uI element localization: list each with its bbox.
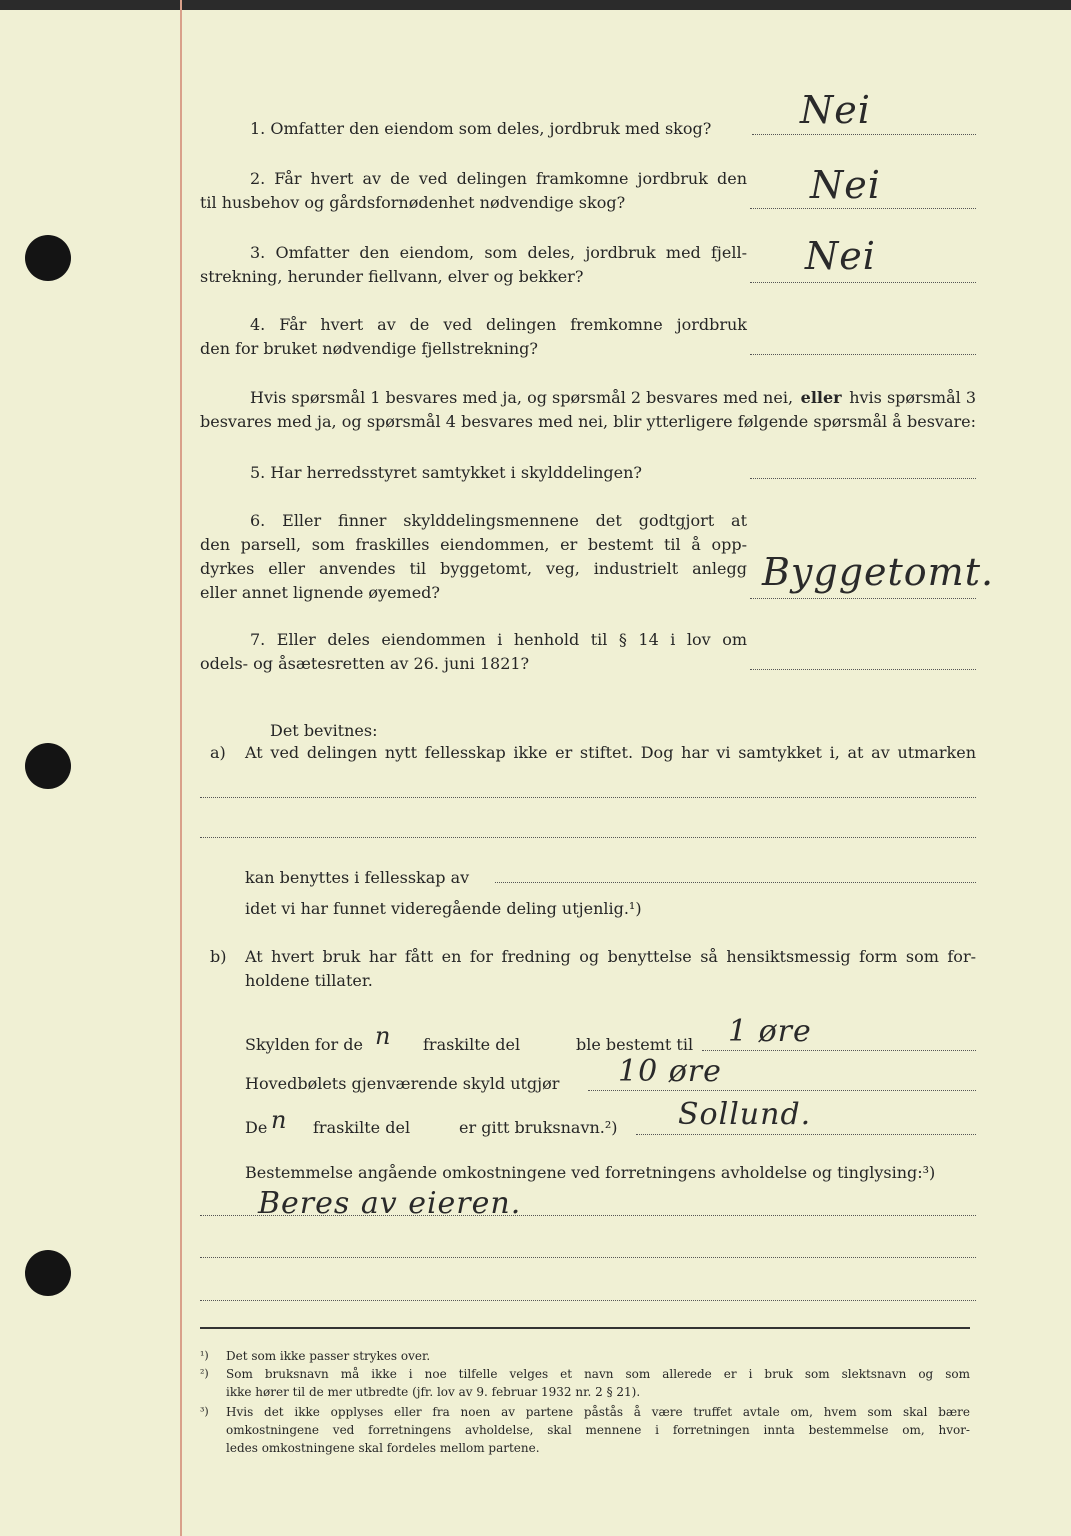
question-5: 5. Har herredsstyret samtykket i skylddelingen?: [250, 463, 642, 482]
conditional-part-b: hvis spørsmål 3: [849, 388, 976, 407]
punch-hole: [25, 235, 71, 281]
question-6-line-4: eller annet lignende øyemed?: [200, 583, 440, 602]
question-6-line-3: dyrkes eller anvendes til byggetomt, veg, industrielt anlegg: [200, 559, 747, 578]
skylden-line: [702, 1050, 976, 1051]
attest-b-line-2: holdene tillater.: [245, 971, 373, 990]
footnote-1-marker: ¹): [200, 1349, 209, 1362]
footnote-2-marker: ²): [200, 1367, 209, 1380]
punch-hole: [25, 1250, 71, 1296]
footnote-3-marker: ³): [200, 1405, 209, 1418]
scan-top-edge: [0, 0, 1071, 10]
attest-a-label: a): [210, 743, 226, 762]
answer-line-4: [750, 354, 976, 355]
attest-b-line-1: At hvert bruk har fått en for fredning og benyttelse så hensiktsmessig form som for-: [245, 947, 976, 966]
answer-line-5: [750, 478, 976, 479]
bruksnavn-mid: fraskilte del: [313, 1118, 411, 1137]
footnote-2-line-1: Som bruksnavn må ikke i noe tilfelle velges et navn som allerede er i bruk som slektsnavn og som: [226, 1367, 970, 1381]
cost-value-handwritten: Beres av eieren.: [258, 1186, 522, 1221]
skylden-pre: Skylden for de: [245, 1035, 363, 1054]
footnote-1: Det som ikke passer strykes over.: [226, 1349, 431, 1363]
fill-line: [200, 1300, 976, 1301]
answer-line-1: [752, 134, 976, 135]
answer-3-handwritten: Nei: [805, 234, 876, 278]
skylden-mid: fraskilte del: [423, 1035, 521, 1054]
footnote-divider: [200, 1327, 970, 1329]
bruksnavn-post: er gitt bruksnavn.²): [459, 1118, 618, 1137]
hovedbol-value-handwritten: 10 øre: [618, 1054, 722, 1089]
answer-line-2: [750, 208, 976, 209]
bruksnavn-line: [636, 1134, 976, 1135]
footnote-3-line-2: omkostningene ved forretningens avholdelse, skal mennene i forretningen innta bestemmelse om, hvor-: [226, 1423, 970, 1437]
attest-heading: Det bevitnes:: [270, 721, 378, 740]
question-3-line-2: strekning, herunder fiellvann, elver og bekker?: [200, 267, 584, 286]
fill-line: [200, 1257, 976, 1258]
skylden-post: ble bestemt til: [576, 1035, 694, 1054]
deemed-text: idet vi har funnet videregående deling utjenlig.¹): [245, 899, 642, 918]
question-4-line-2: den for bruket nødvendige fjellstrekning?: [200, 339, 538, 358]
question-1: 1. Omfatter den eiendom som deles, jordbruk med skog?: [250, 119, 712, 138]
footnote-3-line-3: ledes omkostningene skal fordeles mellom partene.: [226, 1441, 540, 1455]
cost-label: Bestemmelse angående omkostningene ved forretningens avholdelse og tinglysing:³): [245, 1163, 936, 1182]
conditional-part-a: Hvis spørsmål 1 besvares med ja, og spørsmål 2 besvares med nei,: [250, 388, 794, 407]
skylden-value-handwritten: 1 øre: [728, 1014, 812, 1049]
fill-line: [200, 1215, 976, 1216]
answer-line-3: [750, 282, 976, 283]
question-6-line-1: 6. Eller finner skylddelingsmennene det godtgjort at: [250, 511, 747, 530]
skylden-insert: n: [375, 1022, 392, 1050]
answer-line-7: [750, 669, 976, 670]
shared-use-label: kan benyttes i fellesskap av: [245, 868, 470, 887]
footnote-2-line-2: ikke hører til de mer utbredte (jfr. lov av 9. februar 1932 nr. 2 § 21).: [226, 1385, 641, 1399]
margin-line: [180, 0, 182, 1536]
answer-1-handwritten: Nei: [800, 88, 871, 132]
question-7-line-2: odels- og åsætesretten av 26. juni 1821?: [200, 654, 530, 673]
shared-use-line: [495, 882, 976, 883]
hovedbol-line: [588, 1090, 976, 1091]
footnote-3-line-1: Hvis det ikke opplyses eller fra noen av partene påstås å være truffet avtale om, hvem som skal bære: [226, 1405, 970, 1419]
bruksnavn-value-handwritten: Sollund.: [678, 1097, 812, 1132]
attest-b-label: b): [210, 947, 227, 966]
answer-6-handwritten: Byggetomt.: [762, 550, 995, 594]
attest-a-text: At ved delingen nytt fellesskap ikke er stiftet. Dog har vi samtykket i, at av utmarken: [245, 743, 976, 762]
answer-line-6: [750, 598, 976, 599]
bruksnavn-insert: n: [271, 1106, 288, 1134]
conditional-instruction-line-1: [250, 386, 976, 410]
fill-line: [200, 797, 976, 798]
punch-hole: [25, 743, 71, 789]
answer-2-handwritten: Nei: [810, 163, 881, 207]
conditional-bold-word: eller: [800, 388, 842, 407]
fill-line: [200, 837, 976, 838]
question-4-line-1: 4. Får hvert av de ved delingen fremkomne jordbruk: [250, 315, 747, 334]
question-2-line-2: til husbehov og gårdsfornødenhet nødvendige skog?: [200, 193, 626, 212]
question-3-line-1: 3. Omfatter den eiendom, som deles, jordbruk med fjell-: [250, 243, 747, 262]
conditional-instruction-line-2: besvares med ja, og spørsmål 4 besvares med nei, blir ytterligere følgende spørsmål å besvare:: [200, 412, 976, 431]
hovedbol-label: Hovedbølets gjenværende skyld utgjør: [245, 1074, 560, 1093]
question-6-line-2: den parsell, som fraskilles eiendommen, er bestemt til å opp-: [200, 535, 747, 554]
question-2-line-1: 2. Får hvert av de ved delingen framkomne jordbruk den: [250, 169, 747, 188]
bruksnavn-pre: De: [245, 1118, 268, 1137]
question-7-line-1: 7. Eller deles eiendommen i henhold til § 14 i lov om: [250, 630, 747, 649]
